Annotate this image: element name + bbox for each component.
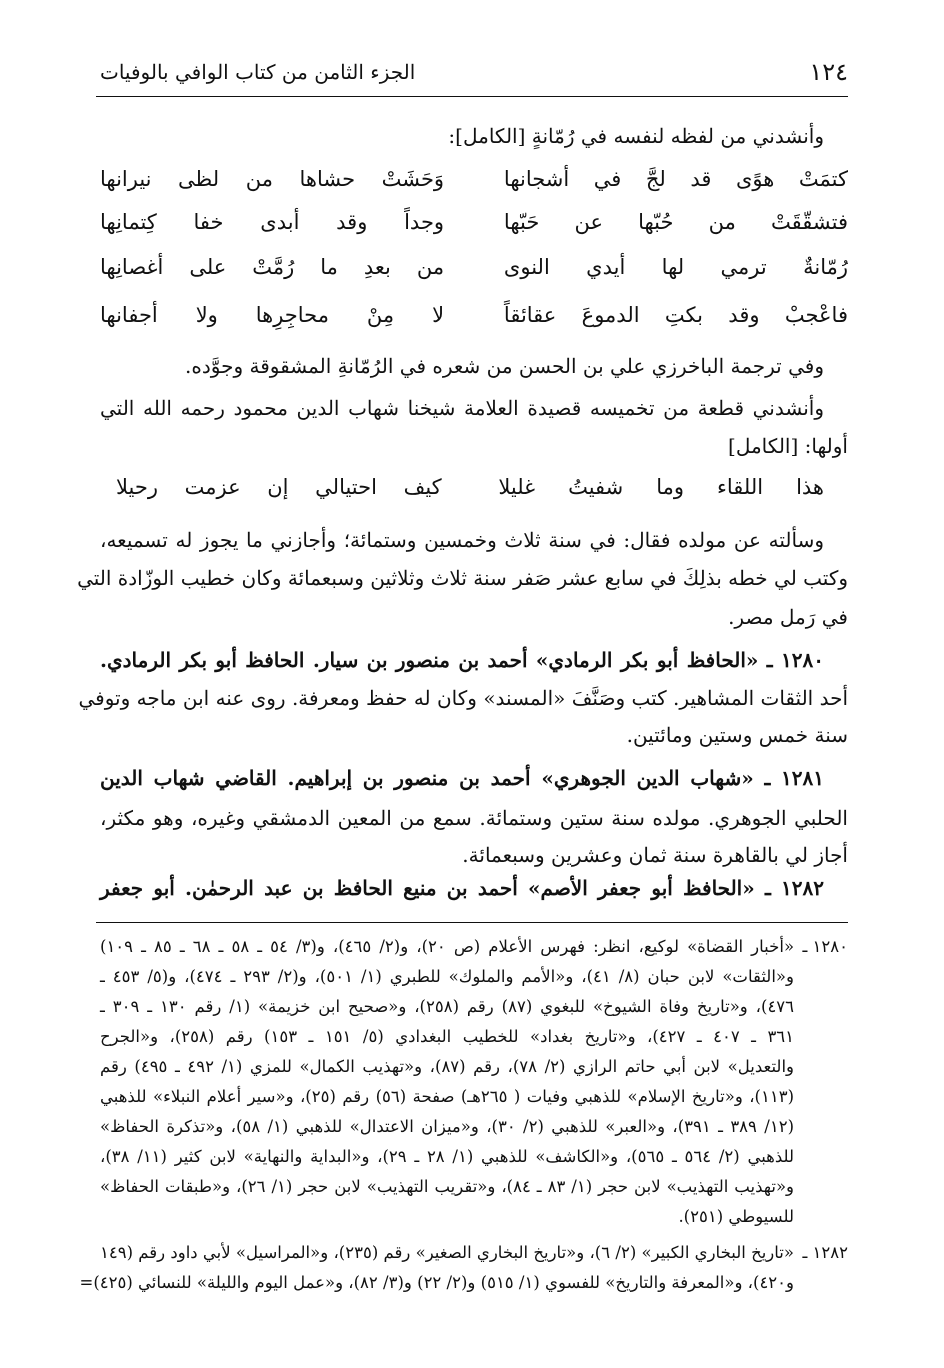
hemistich: رُمّانةٌ ترمي لها أيدي النوى [503, 255, 848, 279]
entry-1281-heading: ١٢٨١ ـ «شهاب الدين الجوهري» أحمد بن منصور بن إبراهيم. القاضي شهاب الدين [100, 766, 824, 790]
hemistich: فتشقّقَتْ من حُبّها عن حَبّها [503, 210, 848, 234]
footnote-line: للسيوطي (٢٥١). [678, 1207, 794, 1226]
paragraph: وفي ترجمة الباخرزي علي بن الحسن من شعره في الرُمّانةِ المشقوقة وجوَّده. [185, 354, 824, 378]
footnote-line: و٤٢٠)، و«المعرفة والتاريخ» للفسوي (١/ ٥١٥) و(٢/ ٢٢) و(٣/ ٨٢)، و«عمل اليوم والليلة» للنسائي (٤٢٥)= [79, 1273, 794, 1292]
intro-line: وأنشدني من لفظه لنفسه في رُمّانةٍ [الكامل]: [448, 124, 824, 148]
footnote-line: للذهبي (٢/ ٥٦٤ ـ ٥٦٥)، و«الكاشف» للذهبي (١/ ٢٨ ـ ٢٩)، و«البداية والنهاية» لابن كثير (١١/ ٣٨)، [100, 1147, 795, 1166]
footnote-line: (١١٣)، و«تاريخ الإسلام» للذهبي وفيات ( ٢٦٥هـ) صفحة (٥٦) رقم (٢٥)، و«سير أعلام النبلاء» للذهبي [100, 1087, 794, 1106]
verse-line [100, 300, 848, 330]
hemistich: وجداً وقد أبدى خفا كِتمانِها [100, 210, 445, 234]
verse-line [116, 472, 824, 502]
verse-line [100, 252, 848, 282]
footnote-rule [96, 922, 848, 923]
paragraph: الحلبي الجوهري. مولده سنة ستين وستمائة. سمع من المعين الدمشقي وغيره، وهو مكثر، [100, 806, 848, 830]
paragraph: وأنشدني قطعة من تخميسه قصيدة العلامة شيخنا شهاب الدين محمود رحمه الله التي [100, 396, 824, 420]
paragraph: وكتب لي خطه بذلِكَ في سابع عشر صَفر سنة ثلاث وثلاثين وسبعمائة وكان خطيب الوزّادة التي [77, 566, 848, 590]
footnote-number: ١٢٨٠ ـ [802, 937, 848, 956]
hemistich: كتمَتْ هوًى قد لجَّ في أشجانها [503, 167, 848, 191]
paragraph: أجاز لي بالقاهرة سنة ثمان وعشرين وسبعمائة. [462, 843, 848, 867]
paragraph: وسألته عن مولده فقال: في سنة ثلاث وخمسين وستمائة؛ وأجازني ما يجوز له تسميعه، [100, 528, 824, 552]
paragraph: سنة خمس وستين ومائتين. [626, 723, 848, 747]
hemistich: هذا اللقاء وما شفيتُ غليلا [498, 475, 824, 499]
footnote-line: «أخبار القضاة» لوكيع، انظر: فهرس الأعلام (ص ٢٠)، و(٢/ ٤٦٥)، و(٣/ ٥٤ ـ ٥٨ ـ ٦٨ ـ ٨٥ ـ ١٠٩) [100, 937, 795, 956]
footnote-line: و«تهذيب التهذيب» لابن حجر (١/ ٨٣ ـ ٨٤)، و«تقريب التهذيب» لابن حجر (١/ ٢٦)، و«طبقات الحفاظ» [100, 1177, 795, 1196]
entry-1282-heading: ١٢٨٢ ـ «الحافظ أبو جعفر الأصم» أحمد بن منيع الحافظ بن عبد الرحمٰن. أبو جعفر [100, 876, 824, 900]
footnote-line: (١٢/ ٣٨٩ ـ ٣٩١)، و«العبر» للذهبي (٢/ ٣٠)، و«ميزان الاعتدال» للذهبي (١/ ٥٨)، و«تذكرة الحفاظ» [100, 1117, 794, 1136]
footnote-line: ٣٦١ ـ ٤٠٧ ـ ٤٢٧)، و«تاريخ بغداد» للخطيب البغدادي (٥/ ١٥١ ـ ١٥٣) رقم (٢٥٨)، و«الجرح [100, 1027, 795, 1046]
header-rule [96, 96, 848, 97]
page-number: ١٢٤ [809, 58, 848, 86]
footnote-line: والتعديل» لابن أبي حاتم الرازي (٢/ ٧٨)، رقم (٨٧)، و«تهذيب الكمال» للمزي (١/ ٤٩٢ ـ ٤٩٥) رقم [100, 1057, 794, 1076]
footnote-line: ٤٧٦)، و«تاريخ وفاة الشيوخ» للبغوي (٨٧) رقم (٢٥٨)، و«صحيح ابن خزيمة» (١/ رقم ١٣٠ ـ ٣٠٩ ـ [100, 997, 795, 1016]
paragraph: أحد الثقات المشاهير. كتب وصَنَّفَ «المسند» وكان له حفظ ومعرفة. روى عنه ابن ماجه وتوفي [78, 686, 848, 710]
hemistich: لا مِنْ محاجِرِها ولا أجفانها [100, 303, 445, 327]
hemistich: فاعْجبْ وقد بكتِ الدموعَ عقائقاً [503, 303, 848, 327]
verse-line [100, 207, 848, 237]
hemistich: من بعدِ ما رُمَّتْ على أغصانِها [100, 255, 445, 279]
paragraph: في رَمل مصر. [728, 605, 848, 629]
footnote-number: ١٢٨٢ ـ [802, 1243, 848, 1262]
verse-line [100, 164, 848, 194]
entry-1280-heading: ١٢٨٠ ـ «الحافظ أبو بكر الرمادي» أحمد بن منصور بن سيار. الحافظ أبو بكر الرمادي. [100, 648, 824, 672]
footnote-line: و«الثقات» لابن حبان (٨/ ٤١)، و«الأمم والملوك» للطبري (١/ ٥٠١)، و(٢/ ٢٩٣ ـ ٤٧٤)، و(٥/ ٤٥٣ ـ [100, 967, 794, 986]
hemistich: وَحَشَتْ حشاها من لظى نيرانها [100, 167, 445, 191]
running-title: الجزء الثامن من كتاب الوافي بالوفيات [100, 60, 416, 84]
hemistich: كيف احتيالي إن عزمت رحيلا [116, 475, 442, 499]
footnote-line: «تاريخ البخاري الكبير» (٢/ ٦)، و«تاريخ البخاري الصغير» رقم (٢٣٥)، و«المراسيل» لأبي داود رقم (١٤٩ [100, 1243, 794, 1262]
paragraph: أولها: [الكامل] [728, 434, 848, 458]
